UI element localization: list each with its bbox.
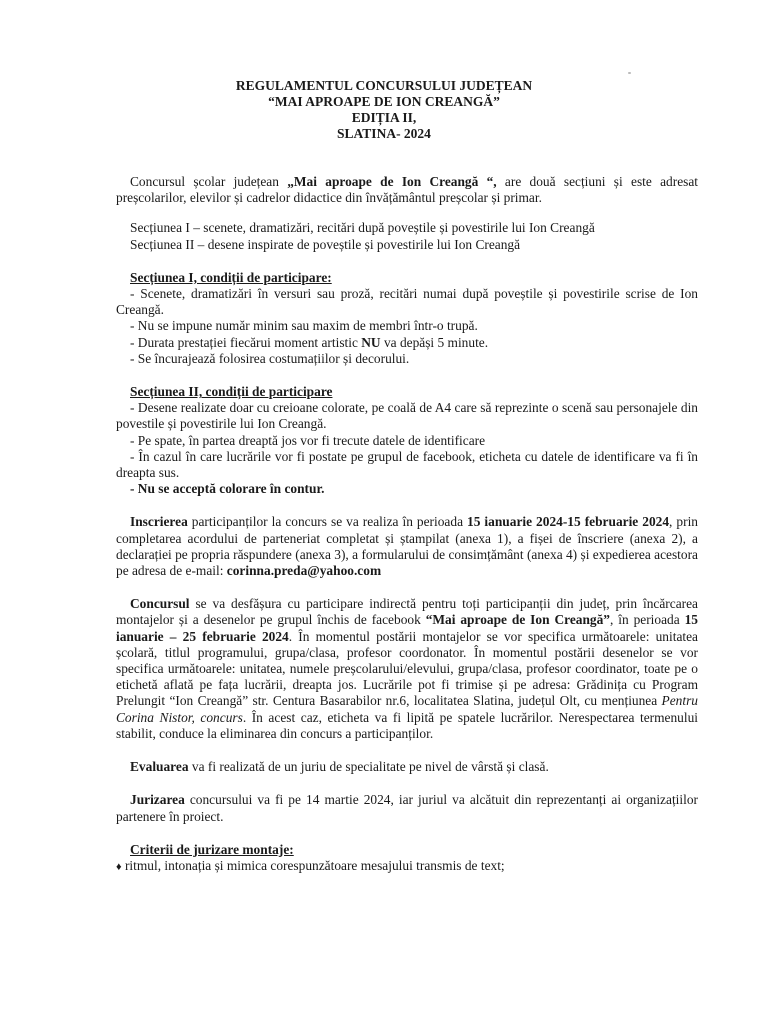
inscriere-lead: Inscrierea <box>130 514 188 530</box>
criteria-item-1 <box>116 858 698 875</box>
evaluare-paragraph <box>116 759 698 775</box>
item-3-emphasis: NU <box>361 334 381 350</box>
intro-text-a: Concursul școlar județean <box>130 174 288 189</box>
title-line-1: REGULAMENTUL CONCURSULUI JUDEȚEAN <box>235 78 533 93</box>
inscriere-text-b: participanților la concurs se va realiza în perioada <box>187 514 468 530</box>
title-line-4: SLATINA- 2024 <box>337 126 431 141</box>
document-body <box>116 174 698 875</box>
facebook-group-name: “Mai aproape de Ion Creangă” <box>425 612 610 628</box>
contest-name: „Mai aproape de Ion Creangă “, <box>287 174 497 189</box>
inscriere-period: 15 ianuarie 2024-15 februarie 2024 <box>467 514 670 530</box>
section-2-heading <box>116 384 698 400</box>
jurizare-lead: Jurizarea <box>130 792 185 808</box>
contact-email: corinna.preda@yahoo.com <box>226 563 382 579</box>
title-line-3: EDIȚIA II, <box>351 110 417 125</box>
concurs-text-b: se va desfășura cu participare indirectă pentru toți participanții din județ, prin încărcarea montajelor și a desenelor pe grupul închis de facebook <box>116 596 698 628</box>
concurs-paragraph <box>116 596 698 742</box>
criteria-title: Criterii de jurizare montaje: <box>130 841 294 857</box>
section-2-item-3: - În cazul în care lucrările vor fi postate pe grupul de facebook, eticheta cu datele de identificare va fi în dreapta sus. <box>116 448 698 481</box>
section-2-item-1: - Desene realizate doar cu creioane colorate, pe coală de A4 care să reprezinte o scenă sau personajele din povestile și povestirile lui Ion Creangă. <box>116 400 698 432</box>
section-2-item-2: - Pe spate, în partea dreaptă jos vor fi trecute datele de identificare <box>130 432 486 448</box>
intro-paragraph <box>116 174 698 206</box>
diamond-bullet-icon: ♦ <box>116 860 122 873</box>
section-1-summary: Secțiunea I – scenete, dramatizări, recitări după poveștile și povestirile lui Ion Creangă <box>130 220 595 236</box>
item-3-text-c: va depăși 5 minute. <box>380 334 489 350</box>
section-2-title: Secțiunea II, condiții de participare <box>130 384 333 400</box>
section-1-item-4: - Se încurajează folosirea costumațiilor și decorului. <box>130 350 410 366</box>
title-line-2: “MAI APROAPE DE ION CREANGĂ” <box>268 94 500 109</box>
concurs-text-f: . În momentul postării montajelor se vor specifica următoarele: unitatea școlară, titlul programului, grupa/clasa, profesor coordonator. În momentul postării desenelor se vor specifica următoarele: unitatea, numele preșcolarului/elevului, grupa/clasa, profesor coordinator, toate pe o etichetă aflată pe fața lucrării, dreapta jos. Lucrările pot fi trimise și pe adresa: Grădinița cu Program Prelungit “Ion Creangă” str. Centura Basarabilor nr.6, localitatea Slatina, județul Olt, cu mențiunea <box>116 628 698 709</box>
evaluare-text: va fi realizată de un juriu de specialitate pe nivel de vârstă și clasă. <box>188 759 549 775</box>
concurs-text-d: , în perioada <box>610 612 685 628</box>
section-1-heading <box>116 270 698 286</box>
section-1-item-3 <box>116 335 698 351</box>
criteria-heading <box>116 842 698 858</box>
section-2-item-4 <box>116 481 698 497</box>
item-3-text-a: - Durata prestației fiecărui moment artistic <box>130 334 362 350</box>
evaluare-lead: Evaluarea <box>130 759 189 775</box>
criteria-item-1-text: ritmul, intonația și mimica corespunzătoare mesajului transmis de text; <box>121 857 505 873</box>
concurs-lead: Concursul <box>130 596 190 612</box>
section-1-title: Secțiunea I, condiții de participare: <box>130 269 332 285</box>
jurizare-paragraph <box>116 792 698 824</box>
mention-note: Pentru Corina Nistor, concurs <box>116 693 698 725</box>
concurs-text-h: . În acest caz, eticheta va fi lipită pe spatele lucrărilor. Nerespectarea termenului stabilit, conduce la eliminarea din concurs a participanților. <box>116 709 698 741</box>
section-1-item-2: - Nu se impune număr minim sau maxim de membri într-o trupă. <box>130 318 478 334</box>
concurs-period: 15 ianuarie – 25 februarie 2024 <box>116 612 698 644</box>
jurizare-text: concursului va fi pe 14 martie 2024, iar juriul va alcătuit din reprezentanți ai organizațiilor partenere în proiect. <box>116 792 698 824</box>
intro-text-c: are două secțiuni și este adresat preșcolarilor, elevilor și cadrelor didactice din învățământul preșcolar și primar. <box>116 174 699 206</box>
scan-speck <box>628 72 631 74</box>
inscriere-text-d: , prin completarea acordului de parteneriat completat și ștampilat (anexa 1), a fișei de înscriere (anexa 2), a declarației pe propria răspundere (anexa 3), a formularului de consimțământ (anexa 4) și expedierea acestora pe adresa de e-mail: <box>116 514 698 579</box>
section-1-item-1: - Scenete, dramatizări în versuri sau proză, recitări numai după poveștile și povestirile scrise de Ion Creangă. <box>116 286 698 318</box>
section-2-item-4-text: - Nu se acceptă colorare în contur. <box>130 481 325 497</box>
document-title <box>0 78 768 142</box>
section-2-summary: Secțiunea II – desene inspirate de poveștile și povestirile lui Ion Creangă <box>130 236 521 252</box>
inscriere-paragraph <box>116 514 698 579</box>
